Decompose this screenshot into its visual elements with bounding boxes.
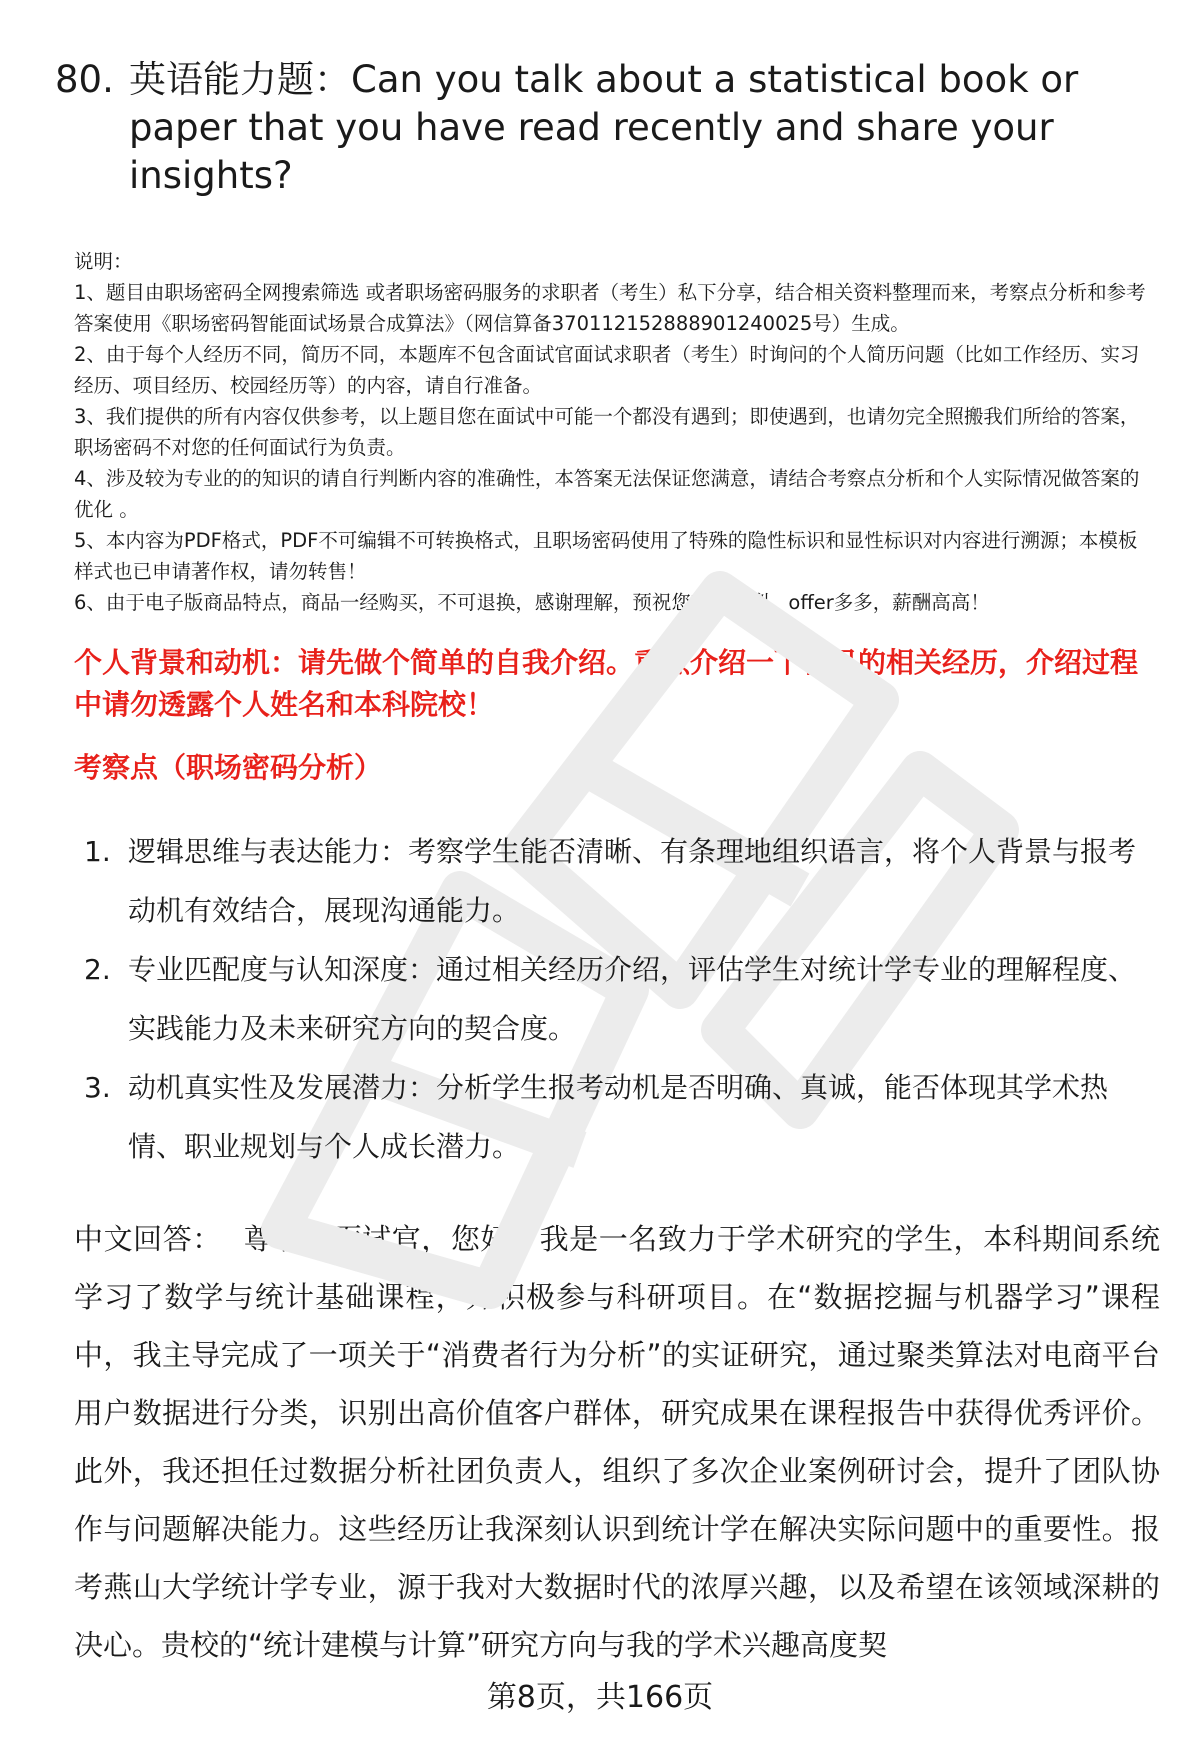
notes-item: 4、涉及较为专业的的知识的请自行判断内容的准确性，本答案无法保证您满意，请结合考察点分析和个人实际情况做答案的优化 。 [74, 467, 1140, 521]
notes-item: 6、由于电子版商品特点，商品一经购买，不可退换，感谢理解，预祝您万事顺利，offer多多，薪酬高高！ [74, 591, 990, 614]
notes-section [74, 246, 1156, 618]
question-title [55, 56, 1145, 200]
analysis-point [84, 940, 1160, 1058]
point-number: 2. [84, 953, 111, 986]
page-footer: 第8页，共166页 [486, 1680, 714, 1715]
notes-item: 2、由于每个人经历不同，简历不同，本题库不包含面试官面试求职者（考生）时询问的个人简历问题（比如工作经历、实习经历、项目经历、校园经历等）的内容，请自行准备。 [74, 343, 1140, 397]
answer-text: 尊敬的面试官，您好。我是一名致力于学术研究的学生，本科期间系统学习了数学与统计基础课程，并积极参与科研项目。在“数据挖掘与机器学习”课程中，我主导完成了一项关于“消费者行为分析”的实证研究，通过聚类算法对电商平台用户数据进行分类，识别出高价值客户群体，研究成果在课程报告中获得优秀评价。此外，我还担任过数据分析社团负责人，组织了多次企业案例研讨会，提升了团队协作与问题解决能力。这些经历让我深刻认识到统计学在解决实际问题中的重要性。报考燕山大学统计学专业，源于我对大数据时代的浓厚兴趣，以及希望在该领域深耕的决心。贵校的“统计建模与计算”研究方向与我的学术兴趣高度契 [74, 1222, 1160, 1662]
analysis-point [84, 1058, 1160, 1176]
notes-item: 3、我们提供的所有内容仅供参考，以上题目您在面试中可能一个都没有遇到；即使遇到，也请勿完全照搬我们所给的答案，职场密码不对您的任何面试行为负责。 [74, 405, 1140, 459]
question-text: 英语能力题：Can you talk about a statistical book or paper that you have read recently and share your insights? [129, 58, 1079, 197]
notes-heading: 说明： [74, 250, 133, 273]
point-text: 逻辑思维与表达能力：考察学生能否清晰、有条理地组织语言，将个人背景与报考动机有效结合，展现沟通能力。 [128, 835, 1137, 927]
answer-label: 中文回答： [74, 1222, 222, 1256]
analysis-point [84, 822, 1160, 940]
question-number: 80. [55, 58, 114, 101]
point-text: 动机真实性及发展潜力：分析学生报考动机是否明确、真诚，能否体现其学术热情、职业规划与个人成长潜力。 [128, 1071, 1109, 1163]
notes-item: 1、题目由职场密码全网搜索筛选 或者职场密码服务的求职者（考生）私下分享，结合相关资料整理而来，考察点分析和参考答案使用《职场密码智能面试场景合成算法》（网信算备370112152888901240025号）生成。 [74, 281, 1146, 335]
point-text: 专业匹配度与认知深度：通过相关经历介绍，评估学生对统计学专业的理解程度、实践能力及未来研究方向的契合度。 [128, 953, 1137, 1045]
point-number: 3. [84, 1071, 111, 1104]
analysis-heading: 考察点（职场密码分析） [74, 751, 383, 784]
answer-section [74, 1210, 1160, 1674]
interview-prompt: 个人背景和动机：请先做个简单的自我介绍。重点介绍一下自己的相关经历，介绍过程中请勿透露个人姓名和本科院校！ [74, 646, 1139, 721]
analysis-points [84, 822, 1160, 1176]
notes-item: 5、本内容为PDF格式，PDF不可编辑不可转换格式，且职场密码使用了特殊的隐性标识和显性标识对内容进行溯源；本模板样式也已申请著作权，请勿转售！ [74, 529, 1138, 583]
point-number: 1. [84, 835, 111, 868]
